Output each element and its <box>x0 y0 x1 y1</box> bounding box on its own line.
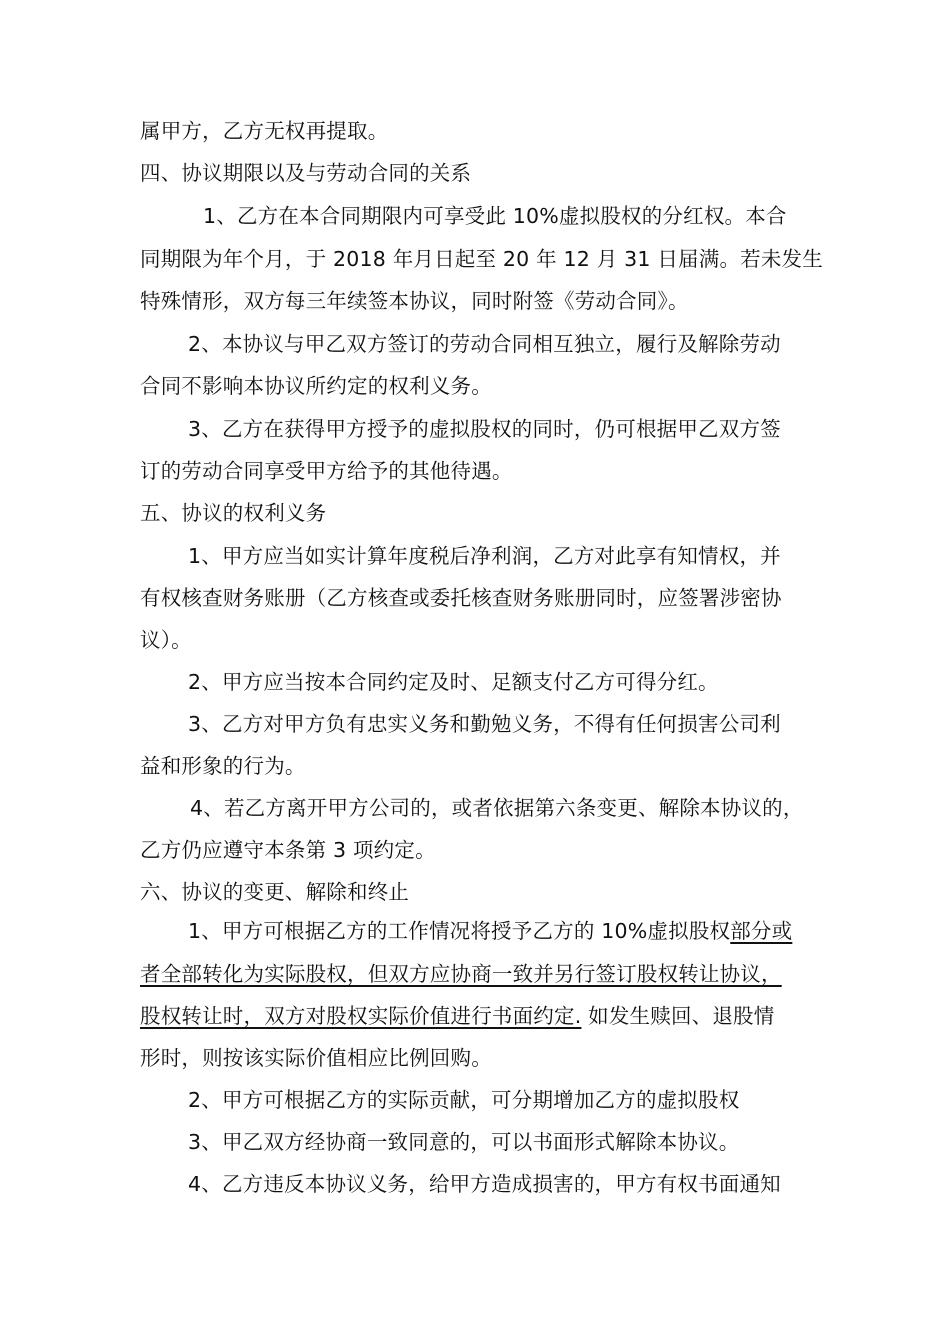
text-line <box>140 1003 774 1029</box>
text-line: 订的劳动合同享受甲方给予的其他待遇。 <box>140 459 513 483</box>
text-line <box>188 918 792 944</box>
text-line: 属甲方，乙方无权再提取。 <box>140 119 389 143</box>
text-line: 乙方仍应遵守本条第 3 项约定。 <box>140 838 436 862</box>
text-line: 合同不影响本协议所约定的权利义务。 <box>140 374 492 398</box>
text-line: 形时，则按该实际价值相应比例回购。 <box>140 1046 492 1070</box>
text-line: 4、若乙方离开甲方公司的，或者依据第六条变更、解除本协议的， <box>190 796 804 820</box>
section-heading: 五、协议的权利义务 <box>140 501 327 525</box>
text-line: 2、甲方应当按本合同约定及时、足额支付乙方可得分红。 <box>188 670 719 694</box>
text-line: 3、乙方在获得甲方授予的虚拟股权的同时，仍可根据甲乙双方签 <box>188 417 781 441</box>
text-line: 1、乙方在本合同期限内可享受此 10%虚拟股权的分红权。本合 <box>203 204 787 228</box>
underlined-text: 部分或 <box>730 919 793 943</box>
text-line: 特殊情形，双方每三年续签本协议，同时附签《劳动合同》。 <box>140 289 689 313</box>
text-line: 益和形象的行为。 <box>140 754 306 778</box>
section-heading: 四、协议期限以及与劳动合同的关系 <box>140 161 472 185</box>
text-line: 3、乙方对甲方负有忠实义务和勤勉义务，不得有任何损害公司利 <box>188 712 781 736</box>
text-span: 如发生赎回、退股情 <box>581 1004 775 1028</box>
text-line: 4、乙方违反本协议义务，给甲方造成损害的，甲方有权书面通知 <box>188 1172 781 1196</box>
section-heading: 六、协议的变更、解除和终止 <box>140 880 410 904</box>
text-line: 3、甲乙双方经协商一致同意的，可以书面形式解除本协议。 <box>188 1130 740 1154</box>
text-span: 1、甲方可根据乙方的工作情况将授予乙方的 10%虚拟股权 <box>188 919 731 943</box>
text-line: 1、甲方应当如实计算年度税后净利润，乙方对此享有知情权，并 <box>188 544 781 568</box>
text-line: 有权核查财务账册（乙方核查或委托核查财务账册同时，应签署涉密协 <box>140 586 782 610</box>
underlined-text: 者全部转化为实际股权，但双方应协商一致并另行签订股权转让协议， <box>140 962 782 986</box>
underlined-text: 股权转让时，双方对股权实际价值进行书面约定. <box>140 1004 582 1028</box>
text-line: 议）。 <box>140 628 192 652</box>
text-line: 2、甲方可根据乙方的实际贡献，可分期增加乙方的虚拟股权 <box>188 1088 740 1112</box>
text-line: 2、本协议与甲乙双方签订的劳动合同相互独立，履行及解除劳动 <box>188 332 781 356</box>
text-line: 同期限为年个月，于 2018 年月日起至 20 年 12 月 31 日届满。若未发生 <box>140 247 823 271</box>
